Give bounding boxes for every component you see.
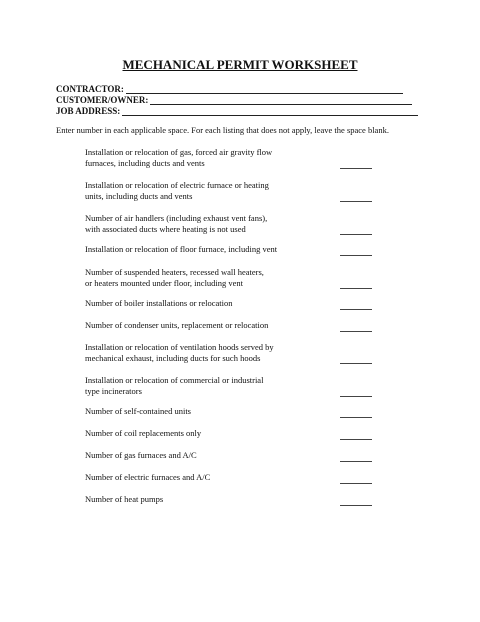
permit-item-line1: Installation or relocation of gas, forced air gravity flow [85,147,273,157]
permit-item [85,342,274,363]
quantity-blank[interactable] [340,201,372,202]
instructions-text: Enter number in each applicable space. For each listing that does not apply, leave the space blank. [56,125,389,135]
permit-item-line1: Number of self-contained units [85,406,191,416]
quantity-blank[interactable] [340,168,372,169]
permit-item-line1: Number of coil replacements only [85,428,202,438]
contractor-input-line[interactable] [126,85,403,94]
quantity-blank[interactable] [340,363,372,364]
permit-item-line1: Installation or relocation of floor furnace, including vent [85,244,278,254]
permit-item-line1: Number of suspended heaters, recessed wall heaters, [85,267,264,277]
quantity-blank[interactable] [340,417,372,418]
permit-item [85,406,191,417]
quantity-blank[interactable] [340,439,372,440]
permit-item-line1: Number of air handlers (including exhaust vent fans), [85,213,268,223]
permit-item [85,213,267,234]
permit-item [85,320,268,331]
permit-item-line1: Installation or relocation of ventilation hoods served by [85,342,274,352]
permit-item [85,494,163,505]
permit-item-line2: or heaters mounted under floor, including vent [85,277,244,288]
quantity-blank[interactable] [340,505,372,506]
permit-item-line1: Number of heat pumps [85,494,164,504]
permit-item-line2: furnaces, including ducts and vents [85,157,205,168]
quantity-blank[interactable] [340,396,372,397]
permit-item-line1: Number of boiler installations or relocation [85,298,233,308]
permit-item [85,450,197,461]
customer-owner-label: CUSTOMER/OWNER: [56,95,149,105]
permit-item [85,244,277,255]
quantity-blank[interactable] [340,483,372,484]
permit-item [85,147,272,168]
quantity-blank[interactable] [340,255,372,256]
job-address-field [56,105,418,116]
quantity-blank[interactable] [340,331,372,332]
permit-item [85,375,263,396]
customer-owner-field [56,94,412,105]
permit-item [85,298,233,309]
contractor-label: CONTRACTOR: [56,84,124,94]
quantity-blank[interactable] [340,309,372,310]
quantity-blank[interactable] [340,461,372,462]
permit-item-line2: with associated ducts where heating is not used [85,223,246,234]
permit-item-line1: Installation or relocation of electric furnace or heating [85,180,269,190]
quantity-blank[interactable] [340,288,372,289]
permit-item [85,428,201,439]
page-title: MECHANICAL PERMIT WORKSHEET [122,57,358,72]
job-address-input-line[interactable] [122,107,418,116]
permit-item-line1: Number of gas furnaces and A/C [85,450,197,460]
customer-owner-input-line[interactable] [150,96,412,105]
permit-item [85,267,264,288]
contractor-field [56,83,403,94]
permit-item-line2: units, including ducts and vents [85,190,193,201]
quantity-blank[interactable] [340,234,372,235]
job-address-label: JOB ADDRESS: [56,106,121,116]
permit-item [85,472,210,483]
permit-item-line1: Installation or relocation of commercial or industrial [85,375,264,385]
permit-item-line2: type incinerators [85,385,142,396]
permit-item-line1: Number of electric furnaces and A/C [85,472,211,482]
permit-item [85,180,269,201]
permit-item-line2: mechanical exhaust, including ducts for such hoods [85,352,261,363]
permit-item-line1: Number of condenser units, replacement or relocation [85,320,269,330]
